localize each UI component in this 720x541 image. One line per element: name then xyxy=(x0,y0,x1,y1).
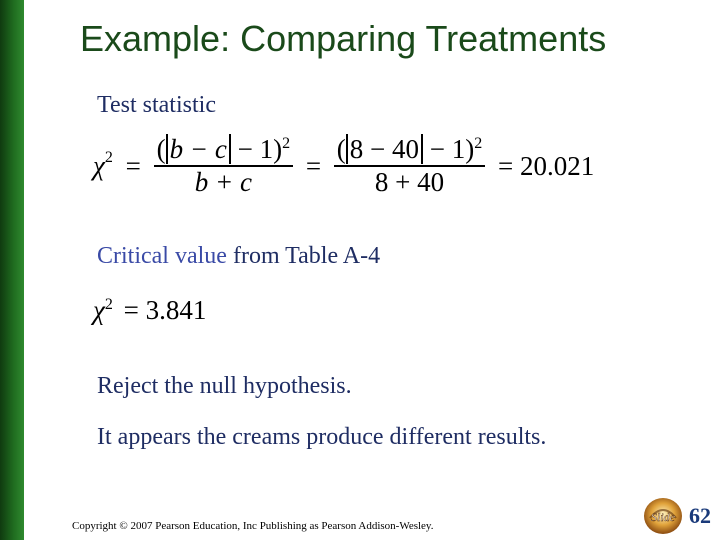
copyright-notice: Copyright © 2007 Pearson Education, Inc Publishing as Pearson Addison-Wesley. xyxy=(72,520,434,532)
chi-symbol: χ xyxy=(93,295,105,325)
fraction-numeric-denominator: 8 + 40 xyxy=(334,165,485,198)
chi-symbol: χ xyxy=(93,150,105,181)
fraction-general-denominator: b + c xyxy=(154,165,293,198)
slide-title: Example: Comparing Treatments xyxy=(80,18,607,59)
chi-exponent: 2 xyxy=(104,296,113,313)
equals-sign: = xyxy=(305,150,322,181)
chi-exponent: 2 xyxy=(104,149,113,167)
fraction-numeric xyxy=(334,134,485,198)
test-statistic-result: = 20.021 xyxy=(498,150,595,181)
fraction-general-numerator: ( b − c − 1)$^2$ xyxy=(156,134,291,164)
critical-value-result: = 3.841 xyxy=(123,295,207,325)
slide-badge-icon xyxy=(640,496,686,536)
critical-value-line xyxy=(97,243,380,270)
slide-number: 62 xyxy=(689,503,711,528)
conclusion-reject: Reject the null hypothesis. xyxy=(97,373,352,399)
critical-value-source: from Table A-4 xyxy=(226,243,381,269)
equals-sign: = xyxy=(125,150,141,181)
critical-value-term: Critical value xyxy=(97,243,227,269)
fraction-numeric-numerator: ( 8 − 40 − 1)$^2$ xyxy=(336,134,483,164)
fraction-general xyxy=(154,134,293,198)
side-bar xyxy=(0,0,24,540)
slide-label: Slide xyxy=(651,510,675,524)
test-statistic-formula xyxy=(93,134,594,198)
critical-value-formula xyxy=(93,295,206,326)
conclusion-different-results: It appears the creams produce different results. xyxy=(97,424,547,450)
test-statistic-label: Test statistic xyxy=(97,92,216,118)
